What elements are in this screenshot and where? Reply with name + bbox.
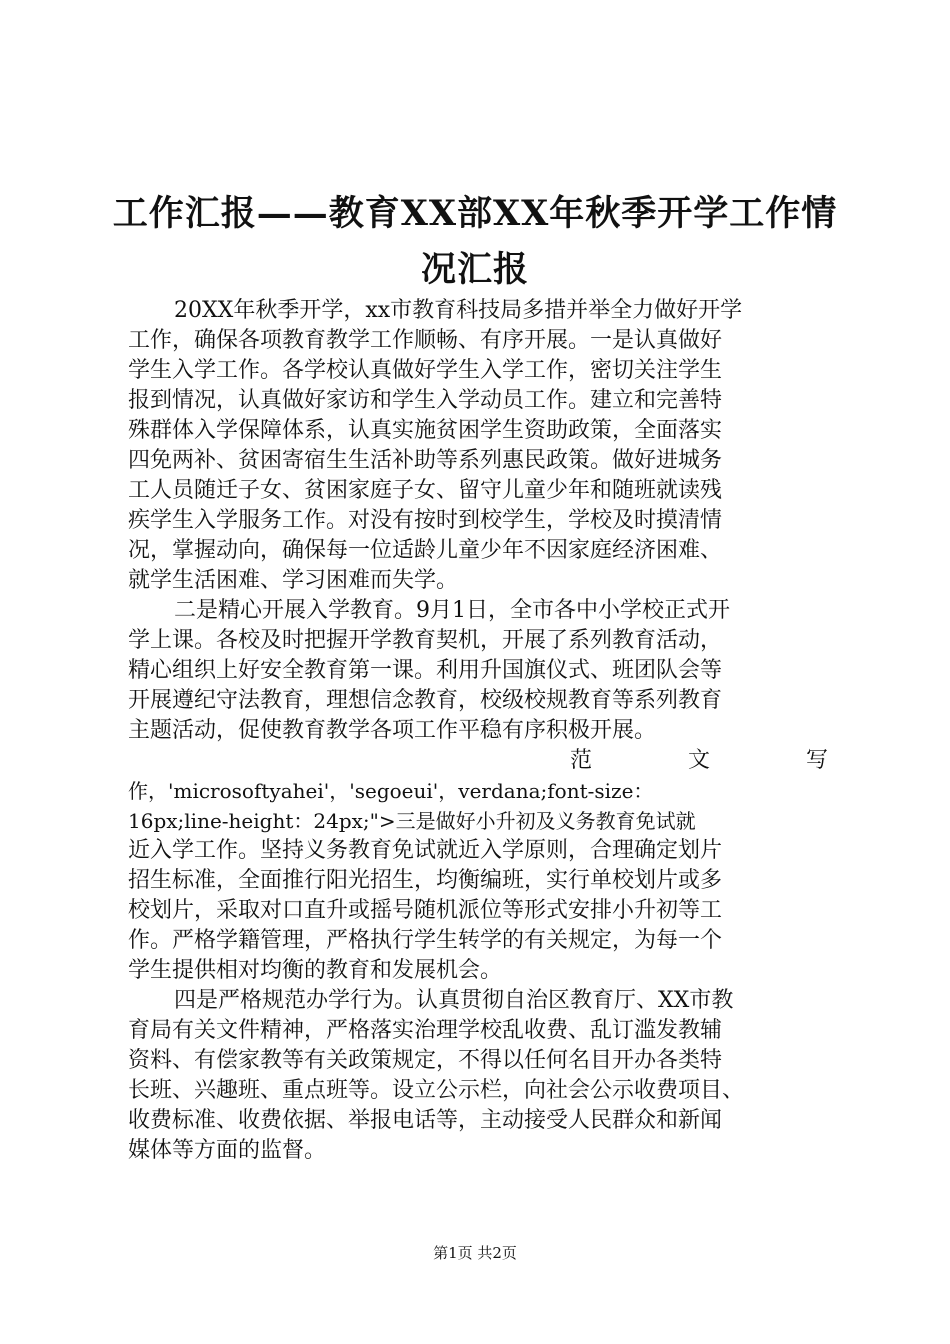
paragraph-line: 学生入学工作。各学校认真做好学生入学工作，密切关注学生: [128, 358, 723, 383]
paragraph-line: 四是严格规范办学行为。认真贯彻自治区教育厅、XX市教: [174, 988, 734, 1013]
paragraph-line: 20XX年秋季开学，xx市教育科技局多措并举全力做好开学: [174, 298, 743, 323]
paragraph-line: 殊群体入学保障体系，认真实施贫困学生资助政策，全面落实: [128, 418, 723, 443]
paragraph-line: 就学生活困难、学习困难而失学。: [128, 568, 459, 593]
paragraph-line: 主题活动，促使教育教学各项工作平稳有序积极开展。: [128, 718, 657, 743]
paragraph-line: 四免两补、贫困寄宿生生活补助等系列惠民政策。做好进城务: [128, 448, 723, 473]
paragraph-line: 二是精心开展入学教育。9月1日，全市各中小学校正式开: [174, 598, 730, 623]
paragraph-line: 学上课。各校及时把握开学教育契机，开展了系列教育活动，: [128, 628, 723, 653]
paragraph-line: 报到情况，认真做好家访和学生入学动员工作。建立和完善特: [128, 388, 723, 413]
page-footer: 第1页 共2页: [433, 1244, 517, 1262]
paragraph-line: 工作，确保各项教育教学工作顺畅、有序开展。一是认真做好: [128, 328, 723, 353]
paragraph-line: 16px;line-height：24px;">三是做好小升初及义务教育免试就: [128, 809, 696, 833]
spread-word-line: [128, 746, 828, 776]
paragraph-line: 作，'microsoftyahei'，'segoeui'，verdana;font-size：: [128, 779, 654, 803]
paragraph-line: 育局有关文件精神，严格落实治理学校乱收费、乱订滥发教辅: [128, 1018, 723, 1043]
spread-word: 范: [569, 748, 592, 773]
paragraph-line: 学生提供相对均衡的教育和发展机会。: [128, 958, 503, 983]
document-title-line-1: 工作汇报——教育XX部XX年秋季开学工作情: [112, 193, 838, 234]
document-body: [128, 296, 828, 1166]
spread-word: 文: [687, 748, 710, 773]
paragraph-line: 招生标准，全面推行阳光招生，均衡编班，实行单校划片或多: [128, 868, 723, 893]
paragraph-line: 疾学生入学服务工作。对没有按时到校学生，学校及时摸清情: [128, 508, 723, 533]
paragraph-line: 精心组织上好安全教育第一课。利用升国旗仪式、班团队会等: [128, 658, 723, 683]
document-title-line-2: 况汇报: [420, 249, 529, 290]
paragraph-line: 作。严格学籍管理，严格执行学生转学的有关规定，为每一个: [128, 928, 723, 953]
paragraph-line: 校划片，采取对口直升或摇号随机派位等形式安排小升初等工: [128, 898, 723, 923]
paragraph-line: 近入学工作。坚持义务教育免试就近入学原则，合理确定划片: [128, 838, 723, 863]
paragraph-line: 工人员随迁子女、贫困家庭子女、留守儿童少年和随班就读残: [128, 478, 723, 503]
paragraph-line: 况，掌握动向，确保每一位适龄儿童少年不因家庭经济困难、: [128, 538, 723, 563]
spread-word: 写: [805, 748, 828, 773]
paragraph-line: 资料、有偿家教等有关政策规定，不得以任何名目开办各类特: [128, 1048, 723, 1073]
paragraph-line: 长班、兴趣班、重点班等。设立公示栏，向社会公示收费项目、: [128, 1078, 745, 1103]
paragraph-line: 媒体等方面的监督。: [128, 1138, 327, 1163]
paragraph-line: 开展遵纪守法教育，理想信念教育，校级校规教育等系列教育: [128, 688, 723, 713]
paragraph-line: 收费标准、收费依据、举报电话等，主动接受人民群众和新闻: [128, 1108, 723, 1133]
